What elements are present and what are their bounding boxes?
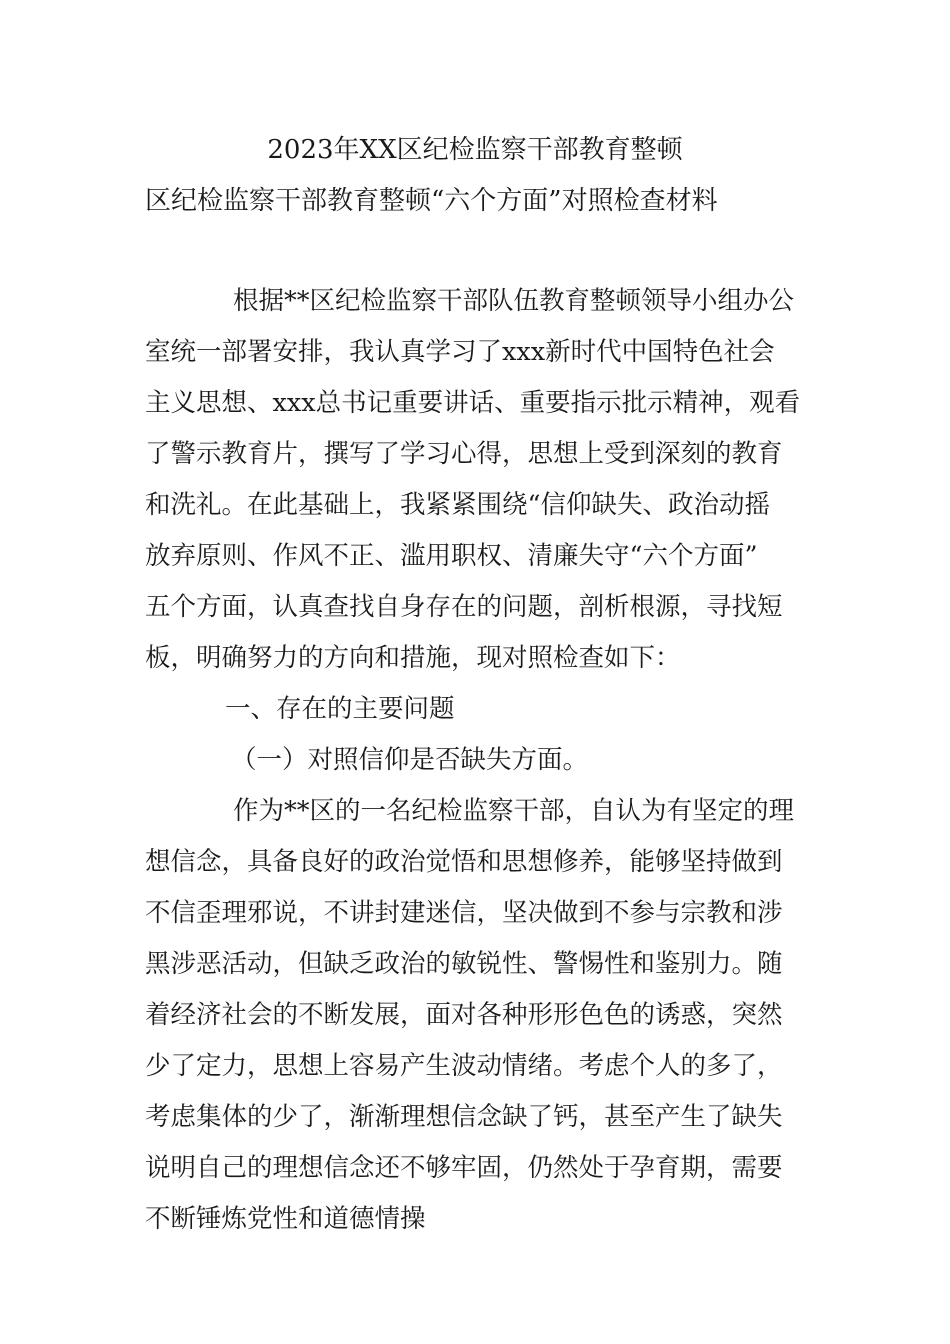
subsection-heading: （一）对照信仰是否缺失方面。	[231, 745, 589, 775]
paragraph-line: 主义思想、xxx总书记重要讲话、重要指示批示精神，观看	[145, 388, 801, 418]
paragraph-line: 不断锤炼党性和道德情操	[145, 1204, 426, 1234]
paragraph-line: 少了定力，思想上容易产生波动情绪。考虑个人的多了，	[145, 1051, 783, 1081]
paragraph-line: 想信念，具备良好的政治觉悟和思想修养，能够坚持做到	[145, 847, 783, 877]
paragraph-line: 放弃原则、作风不正、滥用职权、清廉失守“六个方面”	[145, 541, 758, 571]
paragraph-line: 根据**区纪检监察干部队伍教育整顿领导小组办公	[233, 286, 795, 316]
paragraph-line: 和洗礼。在此基础上，我紧紧围绕“信仰缺失、政治动摇	[145, 490, 771, 520]
document-subtitle: 区纪检监察干部教育整顿“六个方面”对照检查材料	[145, 186, 718, 216]
paragraph-line: 不信歪理邪说，不讲封建迷信，坚决做到不参与宗教和涉	[145, 898, 783, 928]
paragraph-line: 黑涉恶活动，但缺乏政治的敏锐性、警惕性和鉴别力。随	[145, 949, 783, 979]
document-body	[145, 283, 810, 1252]
paragraph-line: 室统一部署安排，我认真学习了xxx新时代中国特色社会	[145, 337, 775, 367]
paragraph-line: 五个方面，认真查找自身存在的问题，剖析根源，寻找短	[145, 592, 783, 622]
document-title: 2023年XX区纪检监察干部教育整顿	[267, 135, 683, 165]
paragraph-line: 了警示教育片，撰写了学习心得，思想上受到深刻的教育	[145, 439, 783, 469]
paragraph-line: 板，明确努力的方向和措施，现对照检查如下：	[145, 643, 681, 673]
paragraph-line: 作为**区的一名纪检监察干部，自认为有坚定的理	[233, 796, 795, 826]
paragraph-line: 着经济社会的不断发展，面对各种形形色色的诱惑，突然	[145, 1000, 783, 1030]
paragraph-line: 考虑集体的少了，渐渐理想信念缺了钙，甚至产生了缺失	[145, 1102, 783, 1132]
section-heading: 一、存在的主要问题	[225, 694, 455, 724]
paragraph-line: 说明自己的理想信念还不够牢固，仍然处于孕育期，需要	[145, 1153, 783, 1183]
